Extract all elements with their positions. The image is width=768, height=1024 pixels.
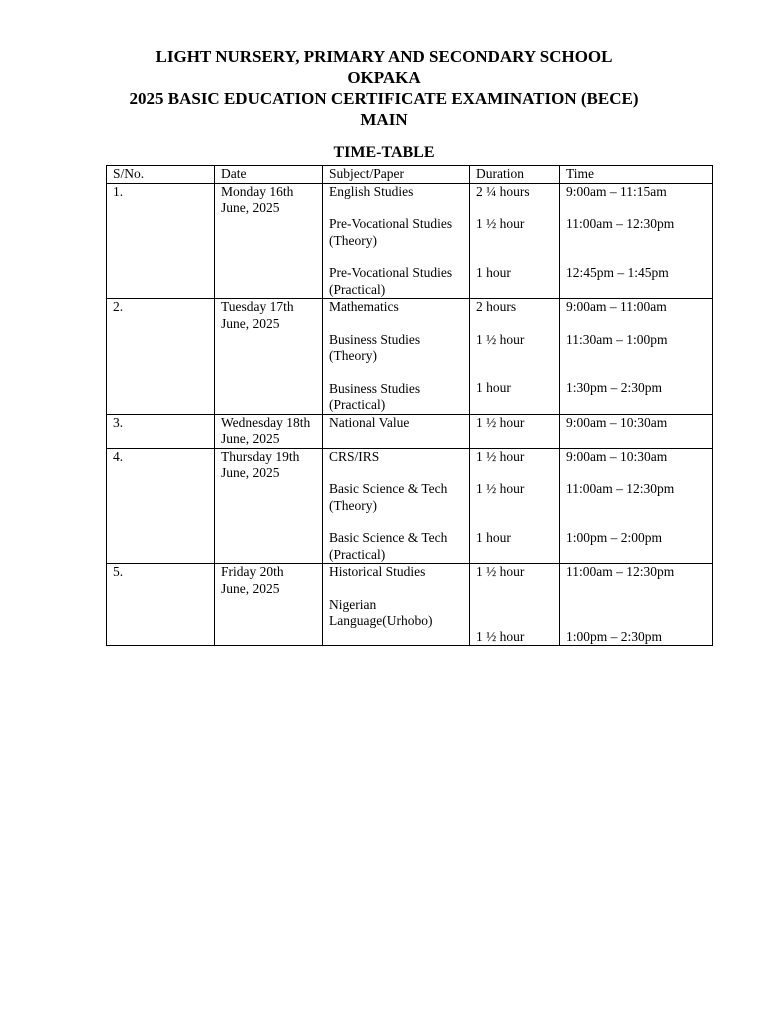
date-day: Monday 16th xyxy=(221,183,294,199)
time-text: 9:00am – 10:30am xyxy=(566,414,668,430)
cell-sno: 2. xyxy=(107,299,215,415)
subject-text: Nigerian xyxy=(329,596,377,612)
time-text: 11:00am – 12:30pm xyxy=(566,564,675,579)
table-header-row xyxy=(107,166,713,184)
time-text: 1:30pm – 2:30pm xyxy=(566,380,663,395)
cell-subject xyxy=(323,299,470,415)
cell-date xyxy=(215,183,323,299)
duration-text: 1 hour xyxy=(476,529,511,545)
cell-time xyxy=(560,414,713,448)
cell-time xyxy=(560,448,713,564)
column-header-sno: S/No. xyxy=(107,166,215,184)
subject-text: Historical Studies xyxy=(329,564,426,579)
subject-text: (Theory) xyxy=(329,232,377,248)
subject-text: (Practical) xyxy=(329,546,386,562)
cell-time xyxy=(560,564,713,646)
subject-text: Basic Science & Tech xyxy=(329,530,448,545)
duration-text: 1 hour xyxy=(476,380,511,395)
duration-text: 2 hours xyxy=(476,299,517,314)
duration-text: 1 ½ hour xyxy=(476,414,525,430)
table-row xyxy=(107,564,713,646)
school-location: OKPAKA xyxy=(347,68,421,87)
cell-duration xyxy=(470,299,560,415)
cell-sno: 3. xyxy=(107,414,215,448)
date-month-year: June, 2025 xyxy=(221,580,280,596)
subject-text: Pre-Vocational Studies xyxy=(329,265,453,280)
time-text: 11:30am – 1:00pm xyxy=(566,331,668,347)
subject-text: Mathematics xyxy=(329,299,399,314)
subject-text: National Value xyxy=(329,414,410,430)
subject-text: Basic Science & Tech xyxy=(329,481,448,496)
cell-duration xyxy=(470,564,560,646)
column-header-subject: Subject/Paper xyxy=(323,166,470,184)
exam-subtitle: MAIN xyxy=(360,110,408,129)
subject-text: CRS/IRS xyxy=(329,448,380,464)
column-header-time: Time xyxy=(560,166,713,184)
cell-sno: 4. xyxy=(107,448,215,564)
exam-title: 2025 BASIC EDUCATION CERTIFICATE EXAMINATION (BECE) xyxy=(129,89,639,108)
date-day: Friday 20th xyxy=(221,564,284,579)
school-name: LIGHT NURSERY, PRIMARY AND SECONDARY SCHOOL xyxy=(155,47,613,66)
cell-subject xyxy=(323,183,470,299)
cell-date xyxy=(215,414,323,448)
duration-text: 1 hour xyxy=(476,264,511,280)
cell-subject xyxy=(323,564,470,646)
duration-text: 1 ½ hour xyxy=(476,564,525,579)
time-text: 1:00pm – 2:30pm xyxy=(566,628,663,644)
cell-duration xyxy=(470,448,560,564)
duration-text: 2 ¼ hours xyxy=(476,183,530,199)
time-text: 9:00am – 10:30am xyxy=(566,448,668,464)
table-row xyxy=(107,183,713,299)
cell-date xyxy=(215,448,323,564)
subject-text: English Studies xyxy=(329,183,414,199)
subject-text: Business Studies xyxy=(329,380,421,396)
duration-text: 1 ½ hour xyxy=(476,331,525,347)
time-text: 12:45pm – 1:45pm xyxy=(566,264,669,280)
column-header-duration: Duration xyxy=(470,166,560,184)
cell-subject xyxy=(323,414,470,448)
time-text: 9:00am – 11:15am xyxy=(566,183,667,199)
time-text: 9:00am – 11:00am xyxy=(566,299,667,314)
subject-text: (Theory) xyxy=(329,497,377,513)
column-header-date: Date xyxy=(215,166,323,184)
cell-sno: 5. xyxy=(107,564,215,646)
date-day: Tuesday 17th xyxy=(221,299,294,314)
subject-text: (Practical) xyxy=(329,281,386,297)
time-text: 11:00am – 12:30pm xyxy=(566,216,675,231)
subject-text: (Theory) xyxy=(329,348,377,363)
cell-date xyxy=(215,299,323,415)
timetable-title: TIME-TABLE xyxy=(333,144,435,161)
date-month-year: June, 2025 xyxy=(221,465,280,480)
duration-text: 1 ½ hour xyxy=(476,628,525,644)
subject-text: (Practical) xyxy=(329,397,386,412)
time-text: 1:00pm – 2:00pm xyxy=(566,529,663,545)
duration-text: 1 ½ hour xyxy=(476,216,525,231)
timetable-table xyxy=(106,165,713,646)
cell-duration xyxy=(470,414,560,448)
date-month-year: June, 2025 xyxy=(221,315,280,331)
date-day: Wednesday 18th xyxy=(221,414,311,430)
cell-date xyxy=(215,564,323,646)
cell-subject xyxy=(323,448,470,564)
table-row xyxy=(107,299,713,415)
duration-text: 1 ½ hour xyxy=(476,481,525,496)
document-header xyxy=(0,46,768,130)
time-text: 11:00am – 12:30pm xyxy=(566,481,675,496)
table-row xyxy=(107,414,713,448)
subject-text: Language(Urhobo) xyxy=(329,613,433,628)
duration-text: 1 ½ hour xyxy=(476,448,525,464)
date-day: Thursday 19th xyxy=(221,448,300,464)
cell-time xyxy=(560,299,713,415)
cell-time xyxy=(560,183,713,299)
subject-text: Pre-Vocational Studies xyxy=(329,216,453,231)
date-month-year: June, 2025 xyxy=(221,200,280,215)
subject-text: Business Studies xyxy=(329,331,421,347)
cell-sno: 1. xyxy=(107,183,215,299)
date-month-year: June, 2025 xyxy=(221,431,280,446)
table-row xyxy=(107,448,713,564)
cell-duration xyxy=(470,183,560,299)
